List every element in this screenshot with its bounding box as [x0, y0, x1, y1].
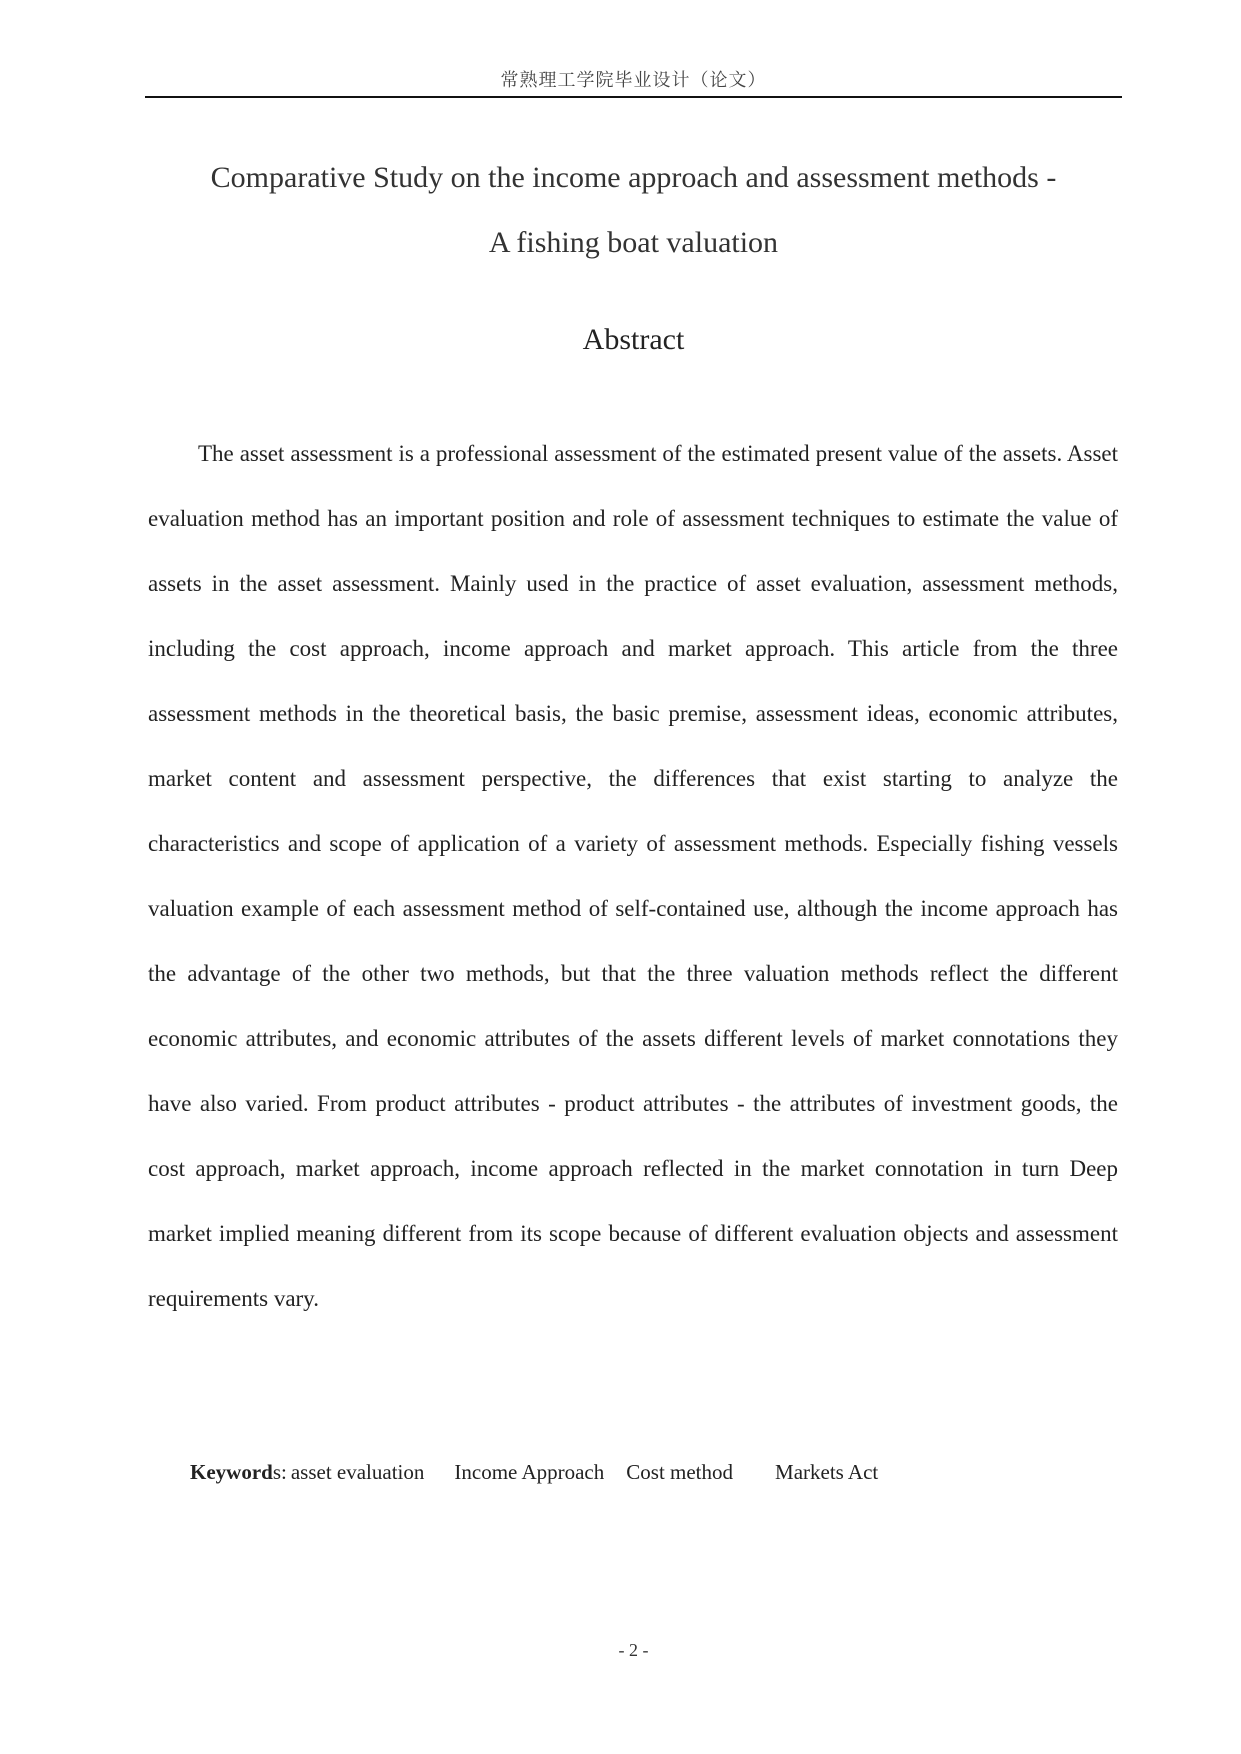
abstract-body: The asset assessment is a professional assessment of the estimated present value of the assets. Asset evaluation method has an important position and role of assessment techniques to estimate the value of assets in the asset assessment. Mainly used in the practice of asset evaluation, assessment methods, including the cost approach, income approach and market approach. This article from the three assessment methods in the theoretical basis, the basic premise, assessment ideas, economic attributes, market content and assessment perspective, the differences that exist starting to analyze the characteristics and scope of application of a variety of assessment methods. Especially fishing vessels valuation example of each assessment method of self-contained use, although the income approach has the advantage of the other two methods, but that the three valuation methods reflect the different economic attributes, and economic attributes of the assets different levels of market connotations they have also varied. From product attributes - product attributes - the attributes of investment goods, the cost approach, market approach, income approach reflected in the market connotation in turn Deep market implied meaning different from its scope because of different evaluation objects and assessment requirements vary. — [148, 441, 1118, 1311]
keyword-item: Markets Act — [775, 1460, 879, 1484]
page-number: - 2 - — [618, 1640, 649, 1660]
keyword-item: Cost method — [626, 1460, 734, 1484]
paper-title-line-1: Comparative Study on the income approach and assessment methods - — [210, 161, 1057, 194]
keywords-label-rest: s: — [272, 1460, 287, 1484]
keywords-label-bold: Keyword — [190, 1460, 273, 1484]
keyword-item: Income Approach — [454, 1460, 605, 1484]
paper-title-line-2: A fishing boat valuation — [488, 226, 779, 259]
keywords-line — [190, 1460, 878, 1485]
header-divider — [145, 96, 1122, 98]
running-header: 常熟理工学院毕业设计（论文） — [500, 70, 767, 91]
abstract-heading: Abstract — [582, 323, 685, 356]
keyword-item: asset evaluation — [290, 1460, 425, 1484]
